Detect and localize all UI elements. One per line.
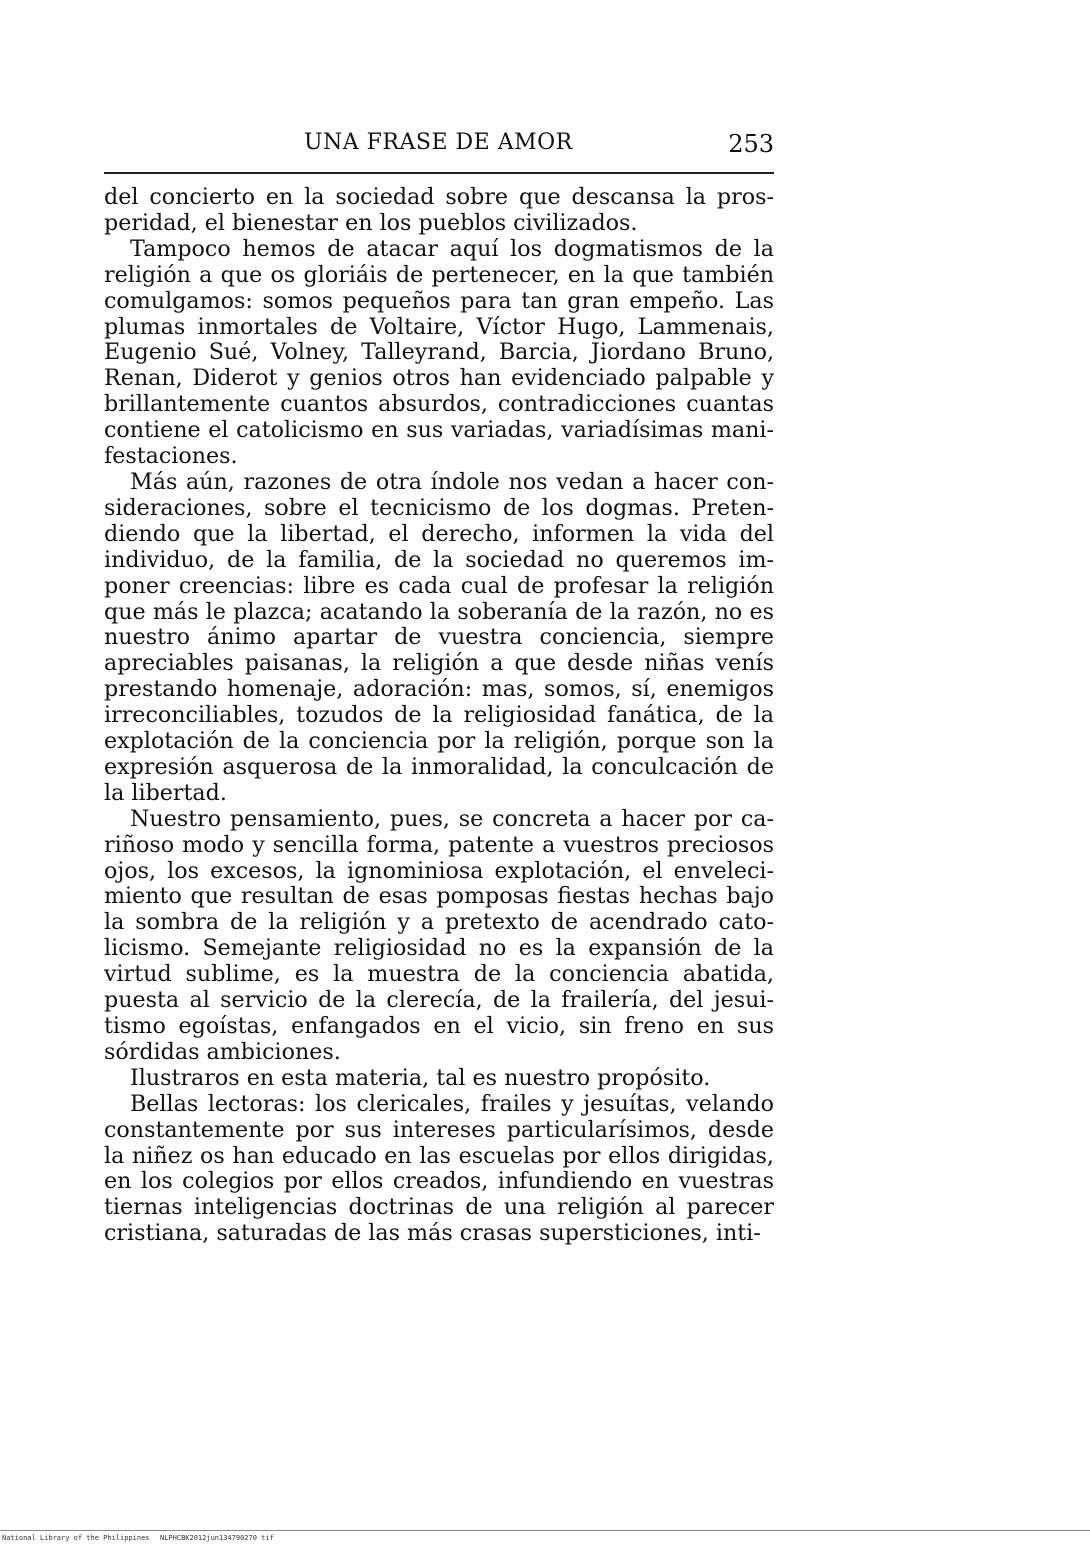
header-rule (104, 172, 774, 174)
paragraph: Tampoco hemos de atacar aquí los dogmatismos de la religión a que os gloriáis de pertenecer, en la que también comulgamos: somos pequeños para tan gran empeño. Las plumas inmortales de Voltaire, Víctor Hugo, Lammenais, Eugenio Sué, Volney, Talleyrand, Barcia, Jiordano Bruno, Renan, Diderot y genios otros han evidenciado palpable y brillantemente cuantos absurdos, contradicciones cuantas contiene el catolicismo en sus variadas, variadísimas manifestaciones. (104, 235, 774, 470)
footer-rule (0, 1530, 1090, 1531)
body-text (104, 185, 774, 1247)
paragraph: Más aún, razones de otra índole nos vedan a hacer consideraciones, sobre el tecnicismo de los dogmas. Pretendiendo que la libertad, el derecho, informen la vida del individuo, de la familia, de la sociedad no queremos imponer creencias: libre es cada cual de profesar la religión que más le plazca; acatando la soberanía de la razón, no es nuestro ánimo apartar de vuestra conciencia, siempre apreciables paisanas, la religión a que desde niñas venís prestando homenaje, adoración: mas, somos, sí, enemigos irreconciliables, tozudos de la religiosidad fanática, de la explotación de la conciencia por la religión, porque son la expresión asquerosa de la inmoralidad, la conculcación de la libertad. (104, 468, 774, 806)
running-head-title: UNA FRASE DE AMOR (304, 130, 573, 155)
paragraph: Bellas lectoras: los clericales, frailes y jesuítas, velando constantemente por sus intereses particularísimos, desde la niñez os han educado en las escuelas por ellos dirigidas, en los colegios por ellos creados, infundiendo en vuestras tiernas inteligencias doctrinas de una religión al parecer cristiana, saturadas de las más crasas supersticiones, inti- (104, 1090, 774, 1247)
footer-credit: National Library of the Philippines (2, 1534, 150, 1542)
paragraph: Nuestro pensamiento, pues, se concreta a hacer por cariñoso modo y sencilla forma, patente a vuestros preciosos ojos, los excesos, la ignominiosa explotación, el envelecimiento que resultan de esas pomposas fiestas hechas bajo la sombra de la religión y a pretexto de acendrado catolicismo. Semejante religiosidad no es la expansión de la virtud sublime, es la muestra de la conciencia abatida, puesta al servicio de la clerecía, de la frailería, del jesuitismo egoístas, enfangados en el vicio, sin freno en sus sórdidas ambiciones. (104, 805, 774, 1065)
running-head (104, 130, 774, 164)
footer-file-code: NLPHCBK2012jun134790270 tif (160, 1534, 274, 1542)
paragraph-continued: del concierto en la sociedad sobre que descansa la prosperidad, el bienestar en los pueblos civilizados. (104, 184, 774, 236)
page-number: 253 (728, 130, 774, 158)
paragraph: Ilustraros en esta materia, tal es nuestro propósito. (130, 1064, 711, 1091)
